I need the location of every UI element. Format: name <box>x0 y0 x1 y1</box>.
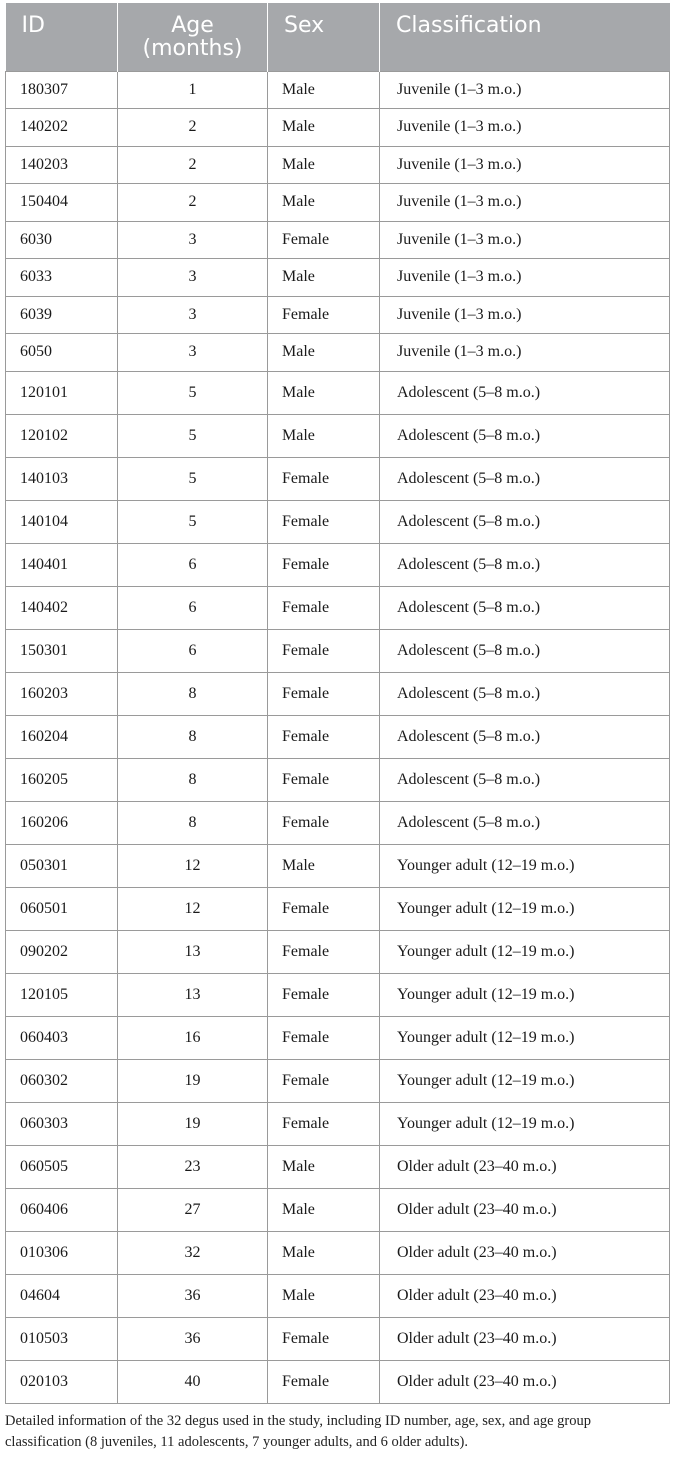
cell-id: 160203 <box>6 672 118 715</box>
table-row <box>6 71 670 109</box>
cell-id: 060403 <box>6 1016 118 1059</box>
cell-sex: Male <box>268 414 380 457</box>
table-caption: Detailed information of the 32 degus used in the study, including ID number, age, sex, and age group classification (8 juveniles, 11 adolescents, 7 younger adults, and 6 older adults). <box>5 1413 591 1450</box>
cell-sex: Female <box>268 672 380 715</box>
cell-age: 5 <box>118 500 268 543</box>
cell-id: 120105 <box>6 973 118 1016</box>
cell-age: 1 <box>118 71 268 109</box>
header-age <box>118 3 268 71</box>
cell-sex: Female <box>268 930 380 973</box>
table-row <box>6 758 670 801</box>
cell-age: 13 <box>118 930 268 973</box>
cell-id: 060406 <box>6 1188 118 1231</box>
cell-classification: Younger adult (12–19 m.o.) <box>380 930 670 973</box>
cell-id: 180307 <box>6 71 118 109</box>
cell-age: 6 <box>118 586 268 629</box>
cell-age: 3 <box>118 296 268 334</box>
cell-sex: Male <box>268 334 380 372</box>
cell-age: 6 <box>118 543 268 586</box>
cell-age: 8 <box>118 801 268 844</box>
cell-sex: Female <box>268 1059 380 1102</box>
table-row <box>6 1317 670 1360</box>
cell-id: 140104 <box>6 500 118 543</box>
cell-sex: Female <box>268 629 380 672</box>
cell-age: 5 <box>118 414 268 457</box>
cell-classification: Juvenile (1–3 m.o.) <box>380 146 670 184</box>
degu-table <box>5 3 670 1404</box>
table-row <box>6 1188 670 1231</box>
cell-classification: Younger adult (12–19 m.o.) <box>380 1016 670 1059</box>
cell-id: 120102 <box>6 414 118 457</box>
cell-age: 3 <box>118 334 268 372</box>
cell-classification: Adolescent (5–8 m.o.) <box>380 457 670 500</box>
table-body <box>6 71 670 1403</box>
table-row <box>6 1360 670 1403</box>
cell-classification: Younger adult (12–19 m.o.) <box>380 844 670 887</box>
cell-sex: Male <box>268 1274 380 1317</box>
cell-age: 5 <box>118 457 268 500</box>
cell-id: 090202 <box>6 930 118 973</box>
cell-classification: Older adult (23–40 m.o.) <box>380 1274 670 1317</box>
cell-sex: Female <box>268 500 380 543</box>
header-age-line2: (months) <box>142 36 243 61</box>
table-row <box>6 259 670 297</box>
header-age-line1: Age <box>171 13 214 38</box>
table-row <box>6 146 670 184</box>
cell-age: 32 <box>118 1231 268 1274</box>
table-row <box>6 457 670 500</box>
cell-id: 120101 <box>6 371 118 414</box>
cell-age: 2 <box>118 109 268 147</box>
cell-age: 8 <box>118 672 268 715</box>
cell-sex: Female <box>268 457 380 500</box>
table-row <box>6 1102 670 1145</box>
table-row <box>6 930 670 973</box>
cell-classification: Younger adult (12–19 m.o.) <box>380 1059 670 1102</box>
cell-sex: Male <box>268 844 380 887</box>
cell-age: 8 <box>118 758 268 801</box>
cell-sex: Female <box>268 1360 380 1403</box>
cell-age: 6 <box>118 629 268 672</box>
table-row <box>6 672 670 715</box>
cell-age: 19 <box>118 1102 268 1145</box>
cell-classification: Adolescent (5–8 m.o.) <box>380 543 670 586</box>
table-row <box>6 221 670 259</box>
cell-id: 04604 <box>6 1274 118 1317</box>
table-row <box>6 1231 670 1274</box>
cell-sex: Female <box>268 543 380 586</box>
cell-classification: Adolescent (5–8 m.o.) <box>380 500 670 543</box>
table-row <box>6 109 670 147</box>
cell-sex: Male <box>268 259 380 297</box>
cell-id: 140103 <box>6 457 118 500</box>
cell-classification: Adolescent (5–8 m.o.) <box>380 715 670 758</box>
cell-sex: Female <box>268 221 380 259</box>
cell-age: 13 <box>118 973 268 1016</box>
cell-id: 060501 <box>6 887 118 930</box>
cell-classification: Juvenile (1–3 m.o.) <box>380 221 670 259</box>
cell-sex: Female <box>268 1102 380 1145</box>
table-row <box>6 334 670 372</box>
cell-id: 160204 <box>6 715 118 758</box>
table-row <box>6 715 670 758</box>
cell-sex: Female <box>268 586 380 629</box>
cell-id: 160206 <box>6 801 118 844</box>
cell-sex: Female <box>268 296 380 334</box>
cell-classification: Younger adult (12–19 m.o.) <box>380 973 670 1016</box>
cell-classification: Older adult (23–40 m.o.) <box>380 1360 670 1403</box>
cell-sex: Female <box>268 1317 380 1360</box>
table-row <box>6 586 670 629</box>
cell-id: 140202 <box>6 109 118 147</box>
cell-id: 150301 <box>6 629 118 672</box>
cell-id: 050301 <box>6 844 118 887</box>
table-row <box>6 296 670 334</box>
cell-id: 060505 <box>6 1145 118 1188</box>
table-row <box>6 184 670 222</box>
cell-classification: Adolescent (5–8 m.o.) <box>380 371 670 414</box>
table-row <box>6 1059 670 1102</box>
cell-classification: Juvenile (1–3 m.o.) <box>380 184 670 222</box>
header-classification: Classification <box>380 3 670 71</box>
cell-age: 2 <box>118 184 268 222</box>
data-table-container <box>5 3 669 1404</box>
cell-sex: Female <box>268 1016 380 1059</box>
cell-id: 160205 <box>6 758 118 801</box>
cell-classification: Younger adult (12–19 m.o.) <box>380 887 670 930</box>
cell-age: 3 <box>118 259 268 297</box>
cell-age: 5 <box>118 371 268 414</box>
cell-classification: Adolescent (5–8 m.o.) <box>380 586 670 629</box>
cell-age: 23 <box>118 1145 268 1188</box>
cell-classification: Adolescent (5–8 m.o.) <box>380 414 670 457</box>
cell-classification: Adolescent (5–8 m.o.) <box>380 801 670 844</box>
header-sex: Sex <box>268 3 380 71</box>
cell-id: 6050 <box>6 334 118 372</box>
header-id: ID <box>6 3 118 71</box>
cell-sex: Male <box>268 184 380 222</box>
cell-id: 150404 <box>6 184 118 222</box>
cell-sex: Female <box>268 758 380 801</box>
cell-classification: Adolescent (5–8 m.o.) <box>380 629 670 672</box>
cell-sex: Male <box>268 371 380 414</box>
table-row <box>6 629 670 672</box>
cell-sex: Female <box>268 715 380 758</box>
table-row <box>6 414 670 457</box>
table-row <box>6 1274 670 1317</box>
cell-classification: Older adult (23–40 m.o.) <box>380 1317 670 1360</box>
table-row <box>6 1145 670 1188</box>
cell-classification: Younger adult (12–19 m.o.) <box>380 1102 670 1145</box>
cell-id: 060303 <box>6 1102 118 1145</box>
cell-classification: Juvenile (1–3 m.o.) <box>380 109 670 147</box>
table-row <box>6 500 670 543</box>
cell-classification: Older adult (23–40 m.o.) <box>380 1188 670 1231</box>
cell-classification: Juvenile (1–3 m.o.) <box>380 71 670 109</box>
cell-id: 140402 <box>6 586 118 629</box>
cell-sex: Female <box>268 973 380 1016</box>
cell-sex: Female <box>268 887 380 930</box>
cell-sex: Male <box>268 71 380 109</box>
cell-sex: Female <box>268 801 380 844</box>
cell-classification: Juvenile (1–3 m.o.) <box>380 259 670 297</box>
cell-classification: Adolescent (5–8 m.o.) <box>380 758 670 801</box>
cell-id: 140401 <box>6 543 118 586</box>
cell-sex: Male <box>268 1188 380 1231</box>
cell-age: 19 <box>118 1059 268 1102</box>
cell-age: 8 <box>118 715 268 758</box>
cell-id: 060302 <box>6 1059 118 1102</box>
table-header <box>6 3 670 71</box>
table-row <box>6 1016 670 1059</box>
cell-age: 2 <box>118 146 268 184</box>
cell-age: 12 <box>118 844 268 887</box>
cell-classification: Older adult (23–40 m.o.) <box>380 1231 670 1274</box>
table-row <box>6 543 670 586</box>
cell-classification: Adolescent (5–8 m.o.) <box>380 672 670 715</box>
cell-age: 40 <box>118 1360 268 1403</box>
cell-id: 020103 <box>6 1360 118 1403</box>
cell-age: 3 <box>118 221 268 259</box>
cell-sex: Male <box>268 146 380 184</box>
cell-age: 36 <box>118 1317 268 1360</box>
cell-id: 010503 <box>6 1317 118 1360</box>
table-row <box>6 801 670 844</box>
cell-age: 27 <box>118 1188 268 1231</box>
table-row <box>6 973 670 1016</box>
cell-classification: Juvenile (1–3 m.o.) <box>380 296 670 334</box>
cell-id: 6033 <box>6 259 118 297</box>
cell-age: 36 <box>118 1274 268 1317</box>
cell-classification: Juvenile (1–3 m.o.) <box>380 334 670 372</box>
cell-id: 010306 <box>6 1231 118 1274</box>
cell-id: 140203 <box>6 146 118 184</box>
cell-id: 6039 <box>6 296 118 334</box>
cell-sex: Male <box>268 109 380 147</box>
cell-age: 16 <box>118 1016 268 1059</box>
table-row <box>6 371 670 414</box>
cell-sex: Male <box>268 1231 380 1274</box>
table-row <box>6 887 670 930</box>
cell-age: 12 <box>118 887 268 930</box>
table-row <box>6 844 670 887</box>
cell-id: 6030 <box>6 221 118 259</box>
cell-sex: Male <box>268 1145 380 1188</box>
cell-classification: Older adult (23–40 m.o.) <box>380 1145 670 1188</box>
